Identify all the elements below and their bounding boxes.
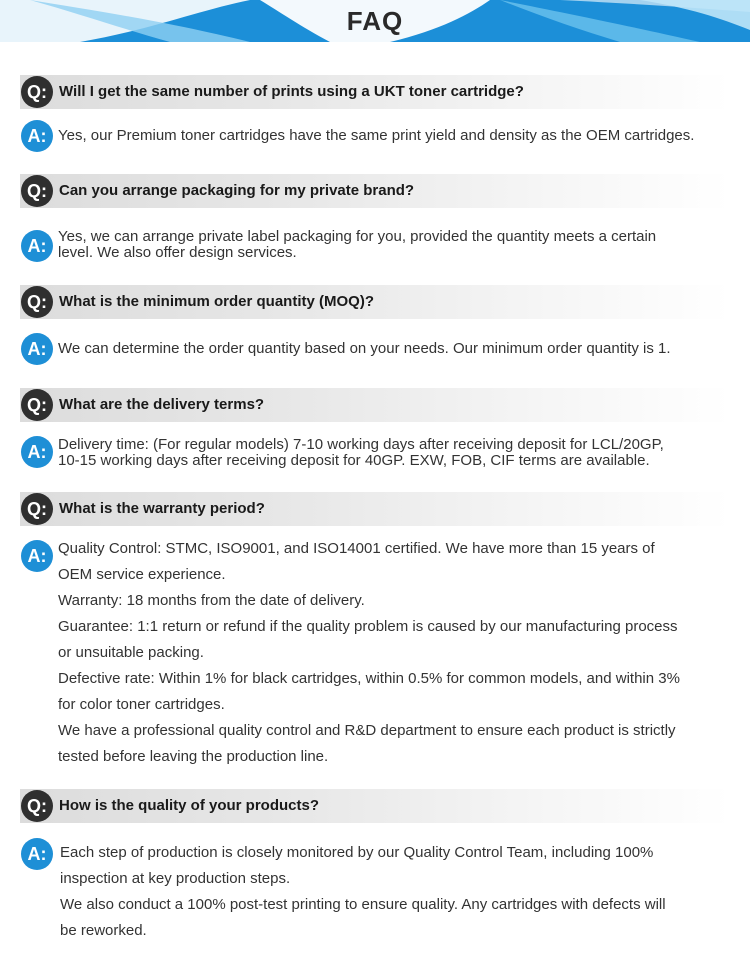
- answer-line: for color toner cartridges.: [58, 696, 225, 713]
- answer-line: We also conduct a 100% post-test printing to ensure quality. Any cartridges with defects will: [60, 896, 666, 913]
- answer-line: We have a professional quality control and R&D department to ensure each product is strictly: [58, 722, 676, 739]
- answer-line: Defective rate: Within 1% for black cartridges, within 0.5% for common models, and within 3%: [58, 670, 680, 687]
- answer-line: Delivery time: (For regular models) 7-10 working days after receiving deposit for LCL/20GP,: [58, 436, 664, 453]
- question-text: Will I get the same number of prints using a UKT toner cartridge?: [59, 83, 524, 100]
- answer-badge: A:: [21, 333, 53, 365]
- question-badge: Q:: [21, 493, 53, 525]
- answer-line: Warranty: 18 months from the date of delivery.: [58, 592, 365, 609]
- question-text: Can you arrange packaging for my private brand?: [59, 182, 415, 199]
- question-badge: Q:: [21, 790, 53, 822]
- answer-badge: A:: [21, 540, 53, 572]
- answer-text: [58, 341, 748, 357]
- answer-line: OEM service experience.: [58, 566, 226, 583]
- answer-line: 10-15 working days after receiving deposit for 40GP. EXW, FOB, CIF terms are available.: [58, 452, 650, 469]
- answer-text: [58, 128, 748, 144]
- page-title: FAQ: [346, 6, 404, 36]
- answer-line: level. We also offer design services.: [58, 244, 297, 261]
- answer-badge: A:: [21, 120, 53, 152]
- question-badge: Q:: [21, 175, 53, 207]
- answer-line: Yes, we can arrange private label packaging for you, provided the quantity meets a certain: [58, 228, 657, 245]
- answer-text: [58, 536, 748, 770]
- answer-line: inspection at key production steps.: [60, 870, 291, 887]
- answer-text: [58, 437, 748, 469]
- answer-text: [60, 840, 750, 944]
- question-badge: Q:: [21, 286, 53, 318]
- question-text: What is the minimum order quantity (MOQ)?: [59, 293, 374, 310]
- question-text: What are the delivery terms?: [59, 396, 265, 413]
- question-badge: Q:: [21, 389, 53, 421]
- faq-banner: [0, 0, 750, 42]
- answer-line: Each step of production is closely monitored by our Quality Control Team, including 100%: [60, 844, 654, 861]
- answer-line: or unsuitable packing.: [58, 644, 204, 661]
- answer-badge: A:: [21, 838, 53, 870]
- answer-line: Guarantee: 1:1 return or refund if the quality problem is caused by our manufacturing process: [58, 618, 678, 635]
- answer-line: be reworked.: [60, 922, 147, 939]
- answer-line: tested before leaving the production line.: [58, 748, 329, 765]
- answer-line: Quality Control: STMC, ISO9001, and ISO14001 certified. We have more than 15 years of: [58, 540, 655, 557]
- answer-line: Yes, our Premium toner cartridges have the same print yield and density as the OEM cartridges.: [58, 127, 695, 144]
- answer-badge: A:: [21, 436, 53, 468]
- answer-badge: A:: [21, 230, 53, 262]
- answer-line: We can determine the order quantity based on your needs. Our minimum order quantity is 1.: [58, 340, 671, 357]
- answer-text: [58, 229, 748, 261]
- question-badge: Q:: [21, 76, 53, 108]
- question-text: How is the quality of your products?: [59, 797, 320, 814]
- question-text: What is the warranty period?: [59, 500, 265, 517]
